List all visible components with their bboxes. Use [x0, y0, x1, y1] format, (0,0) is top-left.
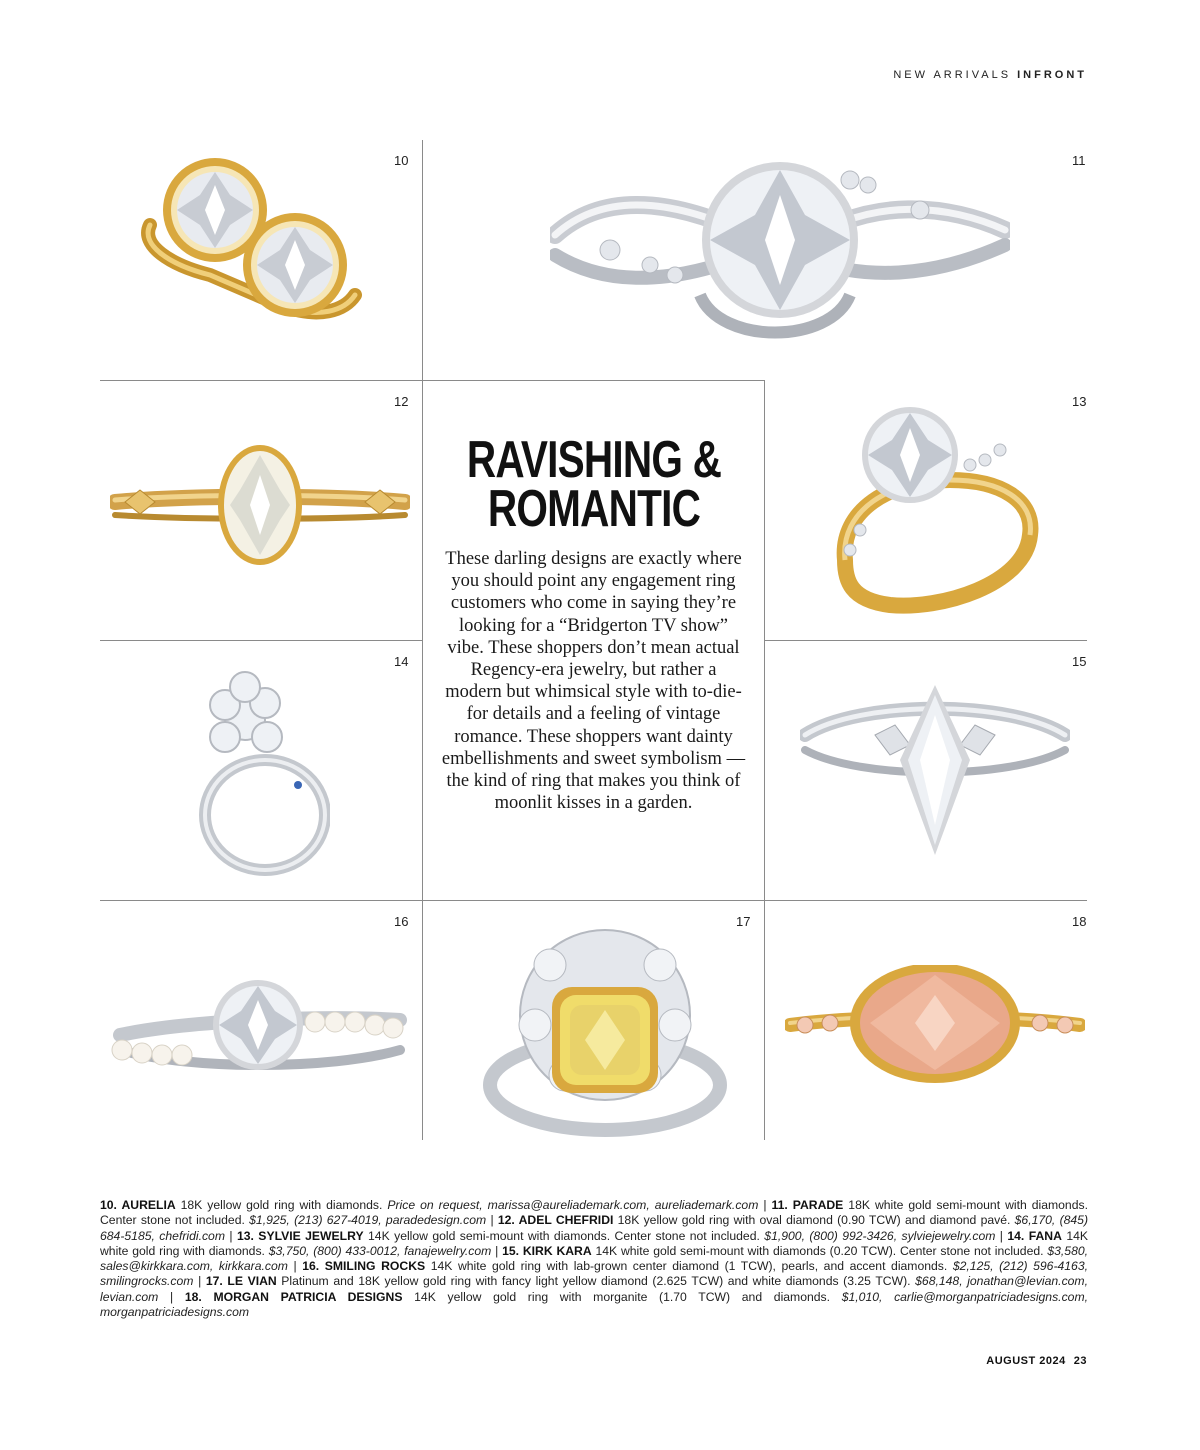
credit-info-17: $68,148, jonathan@levian.com, levian.com — [100, 1274, 1088, 1304]
item-number-10: 10 — [394, 153, 409, 168]
ring-image-17 — [480, 925, 730, 1140]
running-head — [893, 69, 1087, 81]
headline-line-2: ROMANTIC — [487, 480, 701, 538]
credit-info-11: $1,925, (213) 627-4019, paradedesign.com — [249, 1213, 487, 1228]
credit-brand-17: 17. LE VIAN — [205, 1274, 277, 1289]
issue-date: AUGUST 2024 — [986, 1355, 1066, 1367]
credit-desc-15: 14K white gold semi-mount with diamonds (0.20 TCW). Center stone not included. — [595, 1243, 1044, 1258]
credit-brand-14: 14. FANA — [1007, 1228, 1062, 1243]
product-credits: 10. AURELIA 18K yellow gold ring with diamonds. Price on request, marissa@aureliademark.com, aureliademark.com | 11. PARADE 18K white gold semi-mount with diamonds. Center stone not included. $1,925, (213) 627-4019, paradedesign.com | 12. ADEL CHEFRIDI 18K yellow gold ring with oval diamond (0.90 TCW) and diamond pavé. $6,170, (845) 684-5185, chefridi.com | 13. SYLVIE JEWELRY 14K yellow gold semi-mount with diamonds. Center stone not included. $1,900, (800) 992-3426, sylviejewelry.com | 14. FANA 14K white gold ring with diamonds. $3,750, (800) 433-0012, fanajewelry.com | 15. KIRK KARA 14K white gold semi-mount with diamonds (0.20 TCW). Center stone not included. $3,580, sales@kirkkara.com, kirkkara.com | 16. SMILING ROCKS 14K white gold ring with lab-grown center diamond (1 TCW), pearls, and accent diamonds. $2,125, (212) 596-4163, smilingrocks.com | 17. LE VIAN Platinum and 18K yellow gold ring with fancy light yellow diamond (2.625 TCW) and white diamonds (3.25 TCW). $68,148, jonathan@levian.com, levian.com | 18. MORGAN PATRICIA DESIGNS 14K yellow gold ring with morganite (1.70 TCW) and diamonds. $1,010, carlie@morganpatriciadesigns.com, morganpatriciadesigns.com — [100, 1198, 1089, 1320]
item-number-12: 12 — [394, 394, 409, 409]
feature-intro: These darling designs are exactly where you should point any engagement ring customers who come in saying they’re looking for a “Bridgerton TV show” vibe. These shoppers don’t mean actual Regency-era jewelry, but rather a modern but whimsical style with to-die-for details and a feeling of vintage romance. These shoppers want dainty embellishments and sweet symbolism — the kind of ring that makes you think of moonlit kisses in a garden. — [441, 549, 746, 814]
credit-desc-12: 18K yellow gold ring with oval diamond (0.90 TCW) and diamond pavé. — [617, 1213, 1011, 1228]
ring-image-10 — [130, 145, 380, 340]
credit-brand-15: 15. KIRK KARA — [502, 1243, 592, 1258]
credit-desc-13: 14K yellow gold semi-mount with diamonds. Center stone not included. — [368, 1228, 760, 1243]
item-number-17: 17 — [736, 914, 751, 929]
item-number-18: 18 — [1072, 914, 1087, 929]
credit-brand-16: 16. SMILING ROCKS — [302, 1259, 426, 1274]
item-number-15: 15 — [1072, 654, 1087, 669]
credit-brand-12: 12. ADEL CHEFRIDI — [497, 1213, 614, 1228]
credit-desc-17: Platinum and 18K yellow gold ring with fancy light yellow diamond (2.625 TCW) and white diamonds (3.25 TCW). — [281, 1274, 911, 1289]
ring-image-11 — [550, 145, 1010, 345]
credit-info-13: $1,900, (800) 992-3426, sylviejewelry.com — [764, 1228, 996, 1243]
credit-brand-13: 13. SYLVIE JEWELRY — [236, 1228, 364, 1243]
rule-v-top — [422, 140, 423, 380]
rule-v-left-mid — [422, 380, 423, 900]
page-folio — [986, 1355, 1087, 1367]
credit-info-18: $1,010, carlie@morganpatriciadesigns.com, morganpatriciadesigns.com — [100, 1289, 1088, 1320]
credit-desc-16: 14K white gold ring with lab-grown center diamond (1 TCW), pearls, and accent diamonds. — [430, 1259, 948, 1274]
headline-line-1: RAVISHING & — [466, 431, 722, 489]
section-label: NEW ARRIVALS — [893, 69, 1012, 81]
item-number-14: 14 — [394, 654, 409, 669]
credit-desc-14: 14K white gold ring with diamonds. — [100, 1228, 1088, 1258]
credit-brand-11: 11. PARADE — [771, 1198, 844, 1212]
credit-brand-10: 10. AURELIA — [100, 1198, 176, 1212]
ring-image-14 — [170, 665, 330, 880]
credit-info-15: $3,580, sales@kirkkara.com, kirkkara.com — [100, 1243, 1089, 1274]
item-number-16: 16 — [394, 914, 409, 929]
rule-h-row3 — [100, 900, 1087, 901]
ring-image-15 — [800, 680, 1070, 860]
credit-info-10: Price on request, marissa@aureliademark.com, aureliademark.com — [387, 1198, 759, 1212]
credit-desc-18: 14K yellow gold ring with morganite (1.70 TCW) and diamonds. — [414, 1289, 831, 1304]
rule-v-bottom-right — [764, 900, 765, 1140]
page-number: 23 — [1073, 1355, 1087, 1367]
credit-desc-10: 18K yellow gold ring with diamonds. — [180, 1198, 383, 1212]
credit-info-16: $2,125, (212) 596-4163, smilingrocks.com — [100, 1259, 1089, 1289]
ring-image-16 — [110, 975, 410, 1100]
rule-h-row1 — [100, 380, 765, 381]
ring-image-18 — [785, 965, 1085, 1090]
item-number-13: 13 — [1072, 394, 1087, 409]
rule-v-bottom-left — [422, 900, 423, 1140]
item-number-11: 11 — [1072, 153, 1086, 168]
brand-label: INFRONT — [1017, 69, 1087, 81]
credit-desc-11: 18K white gold semi-mount with diamonds. Center stone not included. — [100, 1198, 1088, 1228]
rule-h-row2-right — [765, 640, 1087, 641]
feature-headline — [461, 431, 726, 538]
rule-h-row2-left — [100, 640, 422, 641]
credit-info-14: $3,750, (800) 433-0012, fanajewelry.com — [268, 1243, 492, 1258]
ring-image-12 — [110, 440, 410, 570]
ring-image-13 — [820, 400, 1040, 615]
credit-brand-18: 18. MORGAN PATRICIA DESIGNS — [184, 1289, 403, 1304]
credit-info-12: $6,170, (845) 684-5185, chefridi.com — [100, 1213, 1089, 1243]
